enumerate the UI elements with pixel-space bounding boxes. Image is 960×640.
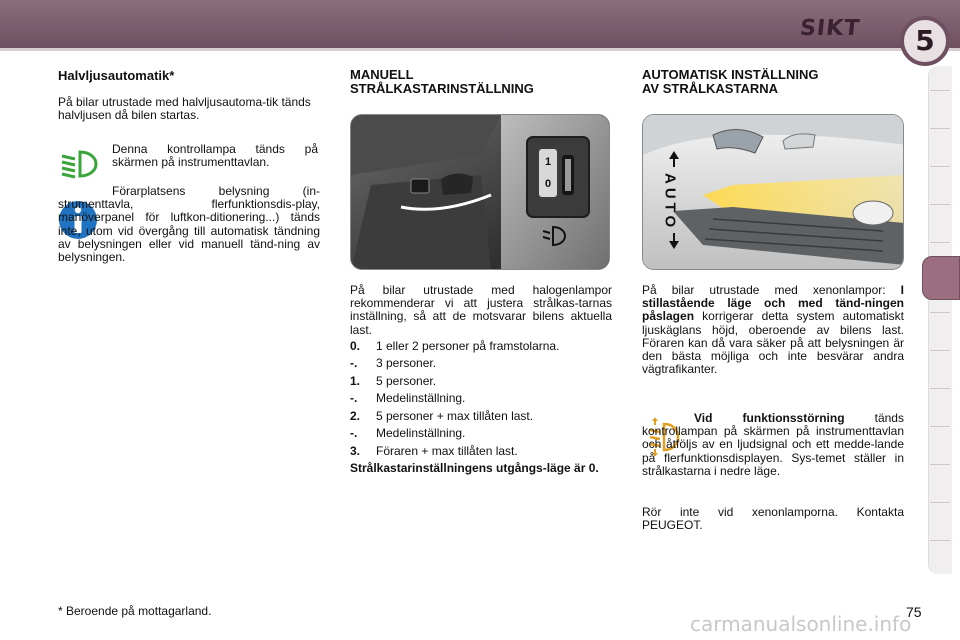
default-position-note: Strålkastarinställningens utgångs-läge är 0.	[350, 461, 599, 475]
automatic-intro-body: korrigerar detta system automatiskt ljuskäglans höjd, oberoende av bilens last. Föraren kan då vara säker på att belysningen är den bästa möjliga och inte besvärar andra vägtrafikanter.	[642, 309, 904, 377]
load-value: Medelinställning.	[376, 391, 466, 405]
thumb-divider	[930, 388, 950, 389]
halvljus-intro: På bilar utrustade med halvljusautoma-tik tänds halvljusen då bilen startas.	[58, 95, 311, 123]
heading-line: AV STRÅLKASTARNA	[642, 81, 779, 96]
car-front-illustration	[643, 115, 904, 270]
heading-line: MANUELL	[350, 67, 414, 82]
chapter-number: 5	[915, 24, 935, 57]
automatic-intro-bold: I stillastående läge och med tänd-ningen påslagen	[642, 283, 904, 324]
thumb-divider	[930, 312, 950, 313]
heading-line: STRÅLKASTARINSTÄLLNING	[350, 81, 534, 96]
section-heading-halvljus: Halvljusautomatik*	[58, 68, 175, 83]
headlamp-adjuster-photo	[350, 114, 610, 270]
load-value: Föraren + max tillåten last.	[376, 444, 518, 458]
load-value: Medelinställning.	[376, 426, 466, 440]
watermark: carmanualsonline.info	[690, 612, 912, 636]
page-number: 75	[906, 604, 922, 620]
malfunction-lead: Vid funktionsstörning	[694, 411, 845, 425]
load-key: -.	[350, 356, 358, 370]
thumb-divider	[930, 90, 950, 91]
dashboard-illustration	[351, 115, 610, 270]
load-key: 1.	[350, 374, 361, 388]
malfunction-body: tänds kontrollampan på skärmen på instrumenttavlan och åtföljs av en ljudsignal och ett medde-lande på flerfunktionsdisplayen. Sys-temet ställer in strålkastarna i nedre läge.	[642, 411, 904, 478]
section-heading-automatisk	[642, 68, 818, 96]
load-key: 0.	[350, 339, 361, 353]
thumb-divider	[930, 464, 950, 465]
header-divider	[0, 48, 960, 51]
thumb-divider	[930, 128, 950, 129]
thumb-divider	[930, 242, 950, 243]
manual-intro: På bilar utrustade med halogenlampor rekommenderar vi att justera strålkas-tarnas inställning, så att de motsvarar bilens aktuella last.	[350, 283, 612, 337]
heading-line: AUTOMATISK INSTÄLLNING	[642, 67, 819, 82]
load-value: 5 personer + max tillåten last.	[376, 409, 534, 423]
automatic-intro-lead: På bilar utrustade med xenonlampor:	[642, 283, 886, 297]
thumb-divider	[930, 502, 950, 503]
load-key: -.	[350, 426, 358, 440]
load-value: 1 eller 2 personer på framstolarna.	[376, 339, 560, 353]
dial-digit-1: 1	[544, 156, 552, 168]
load-key: -.	[350, 391, 358, 405]
thumb-divider	[930, 350, 950, 351]
dial-digit-0: 0	[544, 178, 552, 190]
thumb-divider	[930, 426, 950, 427]
thumb-tab-active[interactable]	[922, 256, 960, 300]
section-heading-manuell	[350, 68, 534, 96]
thumb-divider	[930, 540, 950, 541]
car-front-photo	[642, 114, 904, 270]
chapter-title: SIKT	[798, 16, 862, 41]
info-note: Förarplatsens belysning (in-strumenttavla, flerfunktionsdis-play, manöverpanel för luftkon-ditionering...) tänds inte, utom vid övergång till automatisk tändning av belysningen eller vid manuell tänd-ning av belysningen.	[58, 184, 320, 265]
load-value: 3 personer.	[376, 356, 437, 370]
lamp-note: Denna kontrollampa tänds på skärmen på instrumenttavlan.	[112, 142, 318, 170]
automatic-intro	[642, 284, 904, 376]
low-beam-lamp-icon	[58, 148, 100, 180]
footnote: * Beroende på mottagarland.	[58, 604, 212, 618]
thumb-divider	[930, 204, 950, 205]
auto-label: AUTO	[661, 173, 679, 232]
thumb-divider	[930, 166, 950, 167]
thumb-index	[928, 66, 952, 574]
load-key: 2.	[350, 409, 361, 423]
chapter-badge	[900, 16, 950, 66]
xenon-warning: Rör inte vid xenonlamporna. Kontakta PEUGEOT.	[642, 505, 904, 533]
load-key: 3.	[350, 444, 361, 458]
malfunction-note	[642, 412, 904, 478]
load-value: 5 personer.	[376, 374, 437, 388]
